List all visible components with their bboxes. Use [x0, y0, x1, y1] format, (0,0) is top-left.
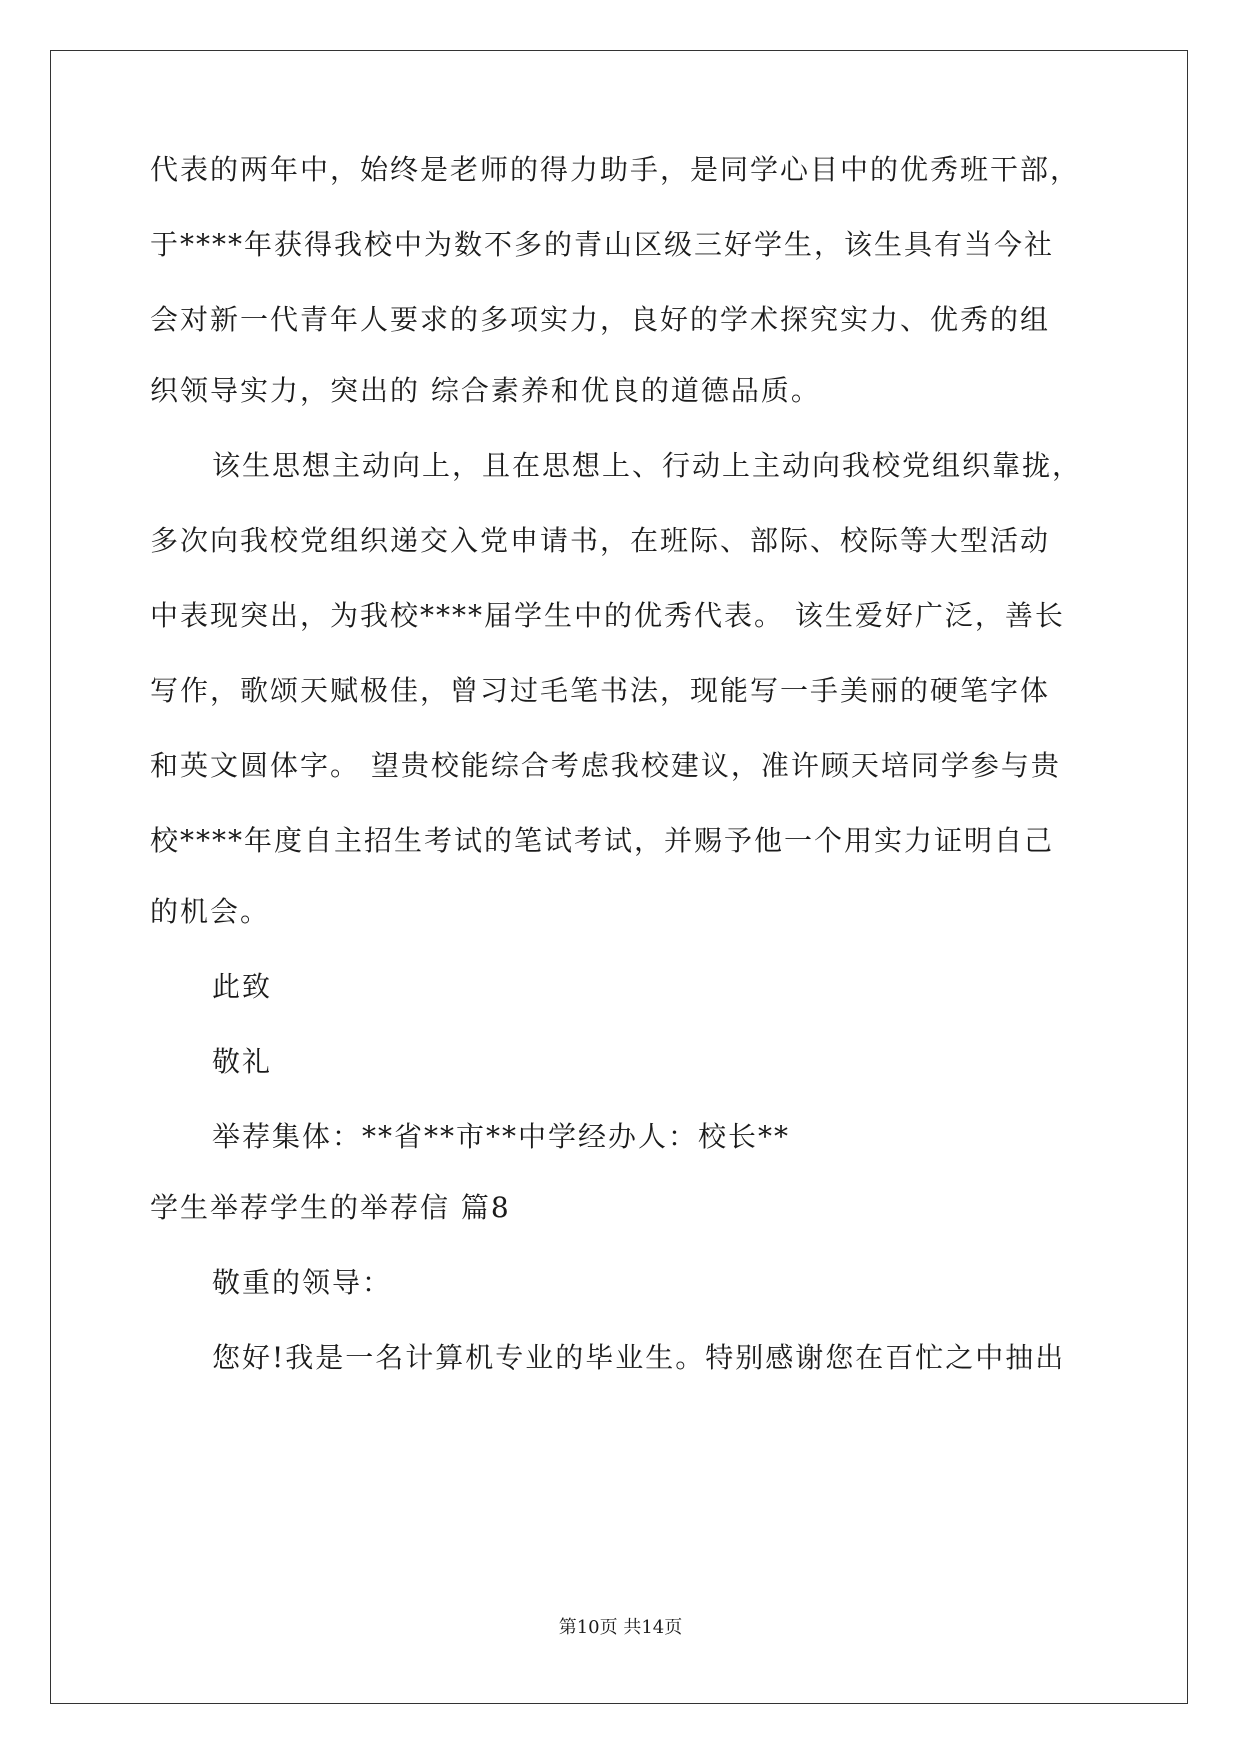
text-line: 会对新一代青年人要求的多项实力，良好的学术探究实力、优秀的组 — [150, 303, 1051, 336]
text-line: 织领导实力，突出的 综合素养和优良的道德品质。 — [150, 374, 821, 407]
text-line: 多次向我校党组织递交入党申请书，在班际、部际、校际等大型活动 — [150, 524, 1051, 557]
signature-line: 举荐集体：**省**市**中学经办人：校长** — [212, 1120, 791, 1153]
text-line: 代表的两年中，始终是老师的得力助手，是同学心目中的优秀班干部， — [150, 153, 1081, 186]
text-line: 和英文圆体字。 望贵校能综合考虑我校建议，准许顾天培同学参与贵 — [150, 749, 1061, 782]
greeting: 敬重的领导： — [212, 1266, 393, 1299]
text-line: 写作，歌颂天赋极佳，曾习过毛笔书法，现能写一手美丽的硬笔字体 — [150, 674, 1051, 707]
text-line: 于****年获得我校中为数不多的青山区级三好学生，该生具有当今社 — [150, 228, 1055, 261]
text-line: 校****年度自主招生考试的笔试考试，并赐予他一个用实力证明自己 — [150, 824, 1055, 857]
text-line: 该生思想主动向上，且在思想上、行动上主动向我校党组织靠拢， — [212, 449, 1083, 482]
text-line: 您好!我是一名计算机专业的毕业生。特别感谢您在百忙之中抽出 — [212, 1341, 1066, 1374]
section-heading: 学生举荐学生的举荐信 篇8 — [150, 1191, 511, 1224]
closing-regards: 敬礼 — [212, 1045, 273, 1078]
text-line: 中表现突出，为我校****届学生中的优秀代表。 该生爱好广泛，善长 — [150, 599, 1065, 632]
closing-salutation: 此致 — [212, 970, 273, 1003]
text-line: 的机会。 — [150, 895, 271, 928]
page-number: 第10页 共14页 — [558, 1617, 683, 1638]
page-border — [50, 50, 1188, 1704]
